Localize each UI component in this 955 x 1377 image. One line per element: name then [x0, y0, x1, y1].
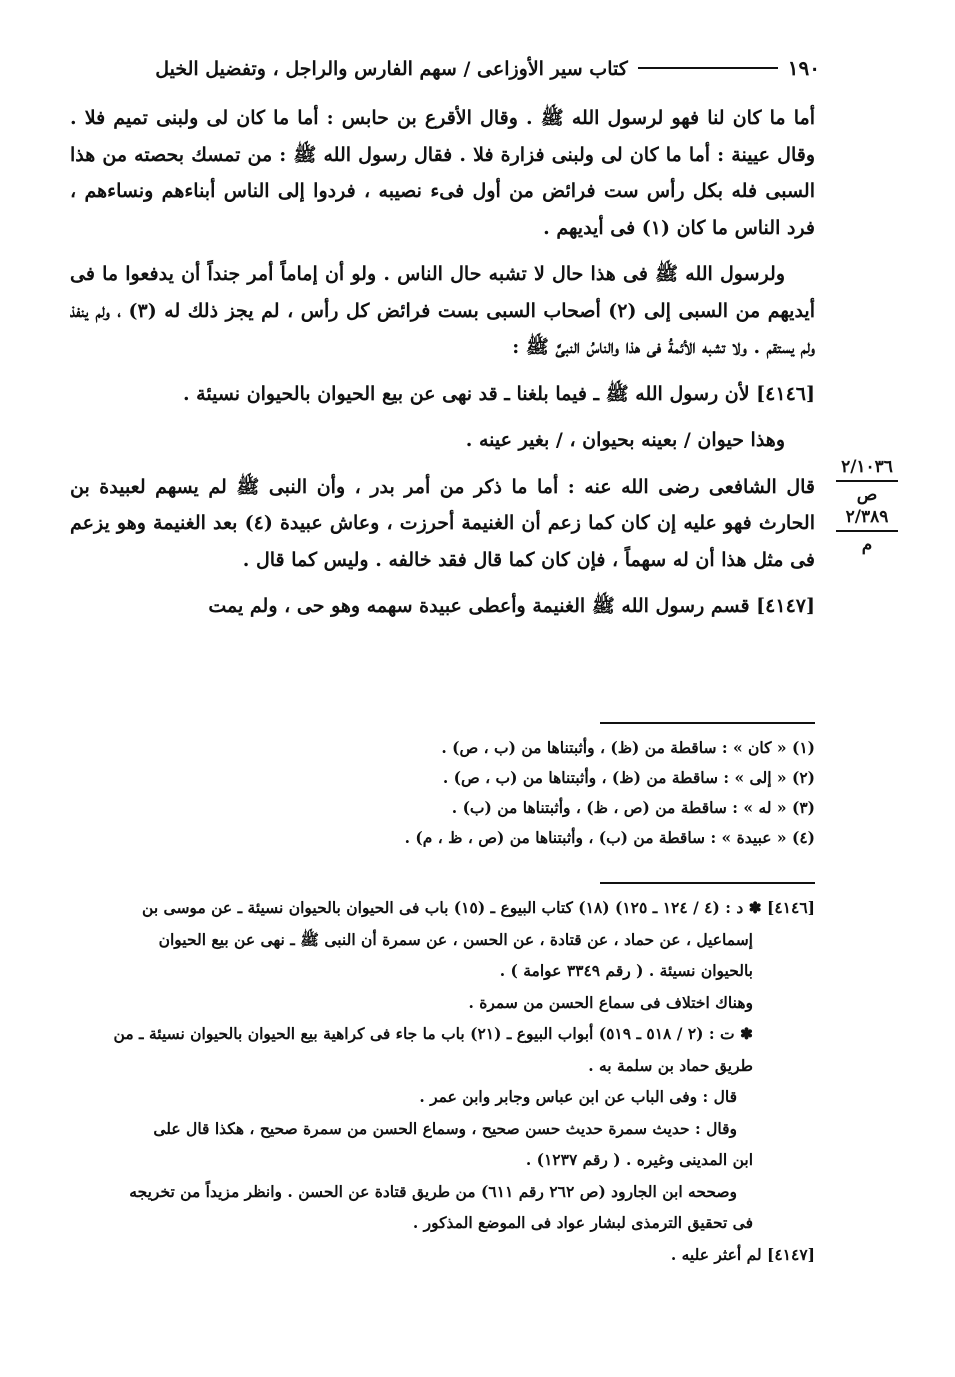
takhrij-line: بالحيوان نسيئة . ( رقم ٣٣٤٩ عوامة ) . — [499, 961, 753, 980]
header-rule — [638, 67, 778, 69]
manuscript-margin-note — [836, 456, 898, 556]
takhrij-line: ابن المدينى وغيره . ( رقم ١٢٣٧) . — [525, 1150, 753, 1169]
takhrij-line: [٤١٤٦] ✽ د : (٤ / ١٢٤ ـ ١٢٥) (١٨) كتاب البيوع ـ (١٥) باب فى الحيوان بالحيوان نسيئة ـ عن موسى بن — [142, 898, 815, 917]
takhrij-line: [٤١٤٧] لم أعثر عليه . — [670, 1244, 815, 1264]
footnotes — [300, 733, 815, 853]
margin-ref-3: ٢/٣٨٩ — [845, 507, 889, 527]
takhrij-line: طريق حماد بن سلمة به . — [588, 1055, 753, 1075]
takhrij-divider — [600, 882, 815, 884]
takhrij-line: قال : وفى الباب عن ابن عباس وجابر وابن عمر . — [419, 1087, 737, 1106]
main-text — [70, 100, 815, 635]
margin-ref-1: ٢/١٠٣٦ — [841, 457, 893, 477]
takhrij-line: وصححه ابن الجارود (ص ٢٦٢ رقم ٦١١) من طريق قتادة عن الحسن . وانظر مزيداً من تخريجه — [129, 1181, 737, 1201]
shafii-paragraph: قال الشافعى رضى الله عنه : أما ما ذكر من أمر بدر ، وأن النبى ﷺ لم يسهم لعبيدة بن الحارث فهو عليه إن كان كما زعم أن الغنيمة أحرزت ، وعاش عبيدة (٤) بعد الغنيمة وهو يزعم فى مثل هذا أن له سهماً ، فإن كان كما قال فقد خالفه . وليس كما قال . — [70, 475, 815, 571]
footnote: (١) « كان » : ساقطة من (ظ) ، وأثبتناها من (ب ، ص) . — [441, 738, 815, 757]
paragraph: أما ما كان لنا فهو لرسول الله ﷺ . وقال الأقرع بن حابس : أما ما كان لى ولبنى تميم فلا . وقال عيينة : أما ما كان لى ولبنى فزارة فلا . فقال رسول الله ﷺ : من تمسك بحصته من هذا السبى فله بكل رأس ست فرائض من أول فىء نصيبه ، فردوا إلى الناس أبناءهم ونساءهم ، فرد الناس ما كان (١) فى أيديهم . — [70, 107, 815, 239]
takhrij-line: ✽ ت : (٢ / ٥١٨ ـ ٥١٩) أبواب البيوع ـ (٢١) باب ما جاء فى كراهية بيع الحيوان بالحيوان نسيئة ـ من — [113, 1024, 753, 1043]
margin-ref-2: ص — [856, 485, 878, 505]
paragraph: ولرسول الله ﷺ فى هذا حال لا تشبه حال الناس . ولو أن إماماً أمر جنداً أن يدفعوا ما فى أيديهم من السبى إلى (٢) أصحاب السبى بست فرائض كل رأس ، لم يجز ذلك له (٣) ، ولم ينفذ ولم يستقم . ولا تشبه الأئمةُ فى هذا والناسُ النبىَّ ﷺ : — [70, 263, 815, 358]
margin-rule — [836, 480, 898, 482]
takhrij-line: فى تحقيق الترمذى لبشار عواد فى الموضع المذكور . — [412, 1213, 753, 1232]
hadith-4146: [٤١٤٦] لأن رسول الله ﷺ ـ فيما بلغنا ـ قد نهى عن بيع الحيوان بالحيوان نسيئة . — [182, 382, 815, 405]
running-header — [70, 56, 820, 80]
running-title: كتاب سير الأوزاعى / سهم الفارس والراجل ، وتفضيل الخيل — [155, 58, 628, 80]
takhrij-line: إسماعيل ، عن حماد ، عن قتادة ، عن الحسن ، عن سمرة أن النبى ﷺ ـ نهى عن بيع الحيوان — [158, 929, 753, 949]
takhrij-notes — [65, 892, 815, 1270]
footnote-divider — [600, 722, 815, 724]
margin-ref-4: م — [861, 535, 873, 555]
footnote: (٢) « إلى » : ساقطة من (ظ) ، وأثبتناها من (ب ، ص) . — [442, 768, 815, 787]
takhrij-line: وقال : حديث سمرة حديث حسن صحيح ، وسماع الحسن من سمرة صحيح ، هكذا قال على — [153, 1118, 737, 1138]
footnote: (٣) « له » : ساقطة من (ص ، ظ) ، وأثبتناها من (ب) . — [451, 798, 815, 817]
takhrij-line: وهناك اختلاف فى سماع الحسن من سمرة . — [468, 992, 753, 1012]
page-number: ١٩٠ — [787, 56, 820, 80]
hadith-4147: [٤١٤٧] قسم رسول الله ﷺ الغنيمة وأعطى عبيدة سهمه وهو حى ، ولم يمت — [208, 595, 815, 617]
footnote: (٤) « عبيدة » : ساقطة من (ب) ، وأثبتناها من (ص ، ظ ، م) . — [404, 828, 815, 847]
margin-rule — [836, 530, 898, 532]
paragraph: وهذا حيوان / بعينه بحيوان ، / بغير عينه . — [465, 429, 785, 451]
